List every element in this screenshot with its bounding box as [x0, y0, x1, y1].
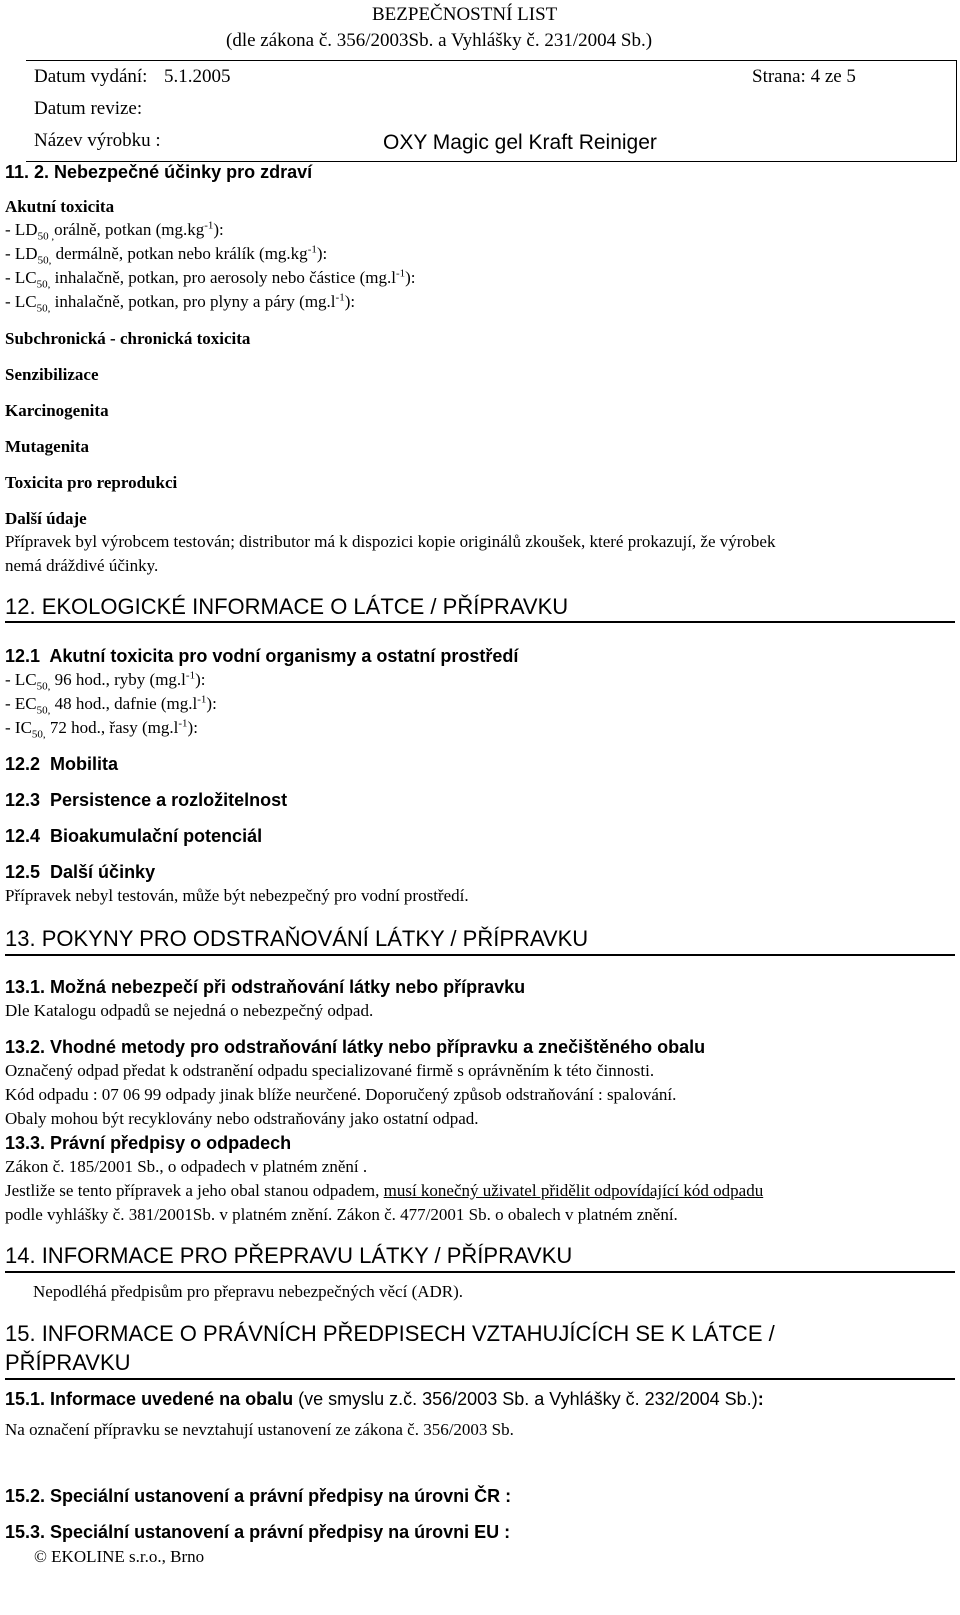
- s15-1-text: Na označení přípravku se nevztahují ustanovení ze zákona č. 356/2003 Sb.: [5, 1420, 514, 1439]
- ld50-oral-sub: 50 ,: [37, 230, 55, 243]
- s12-1-heading: 12.1 Akutní toxicita pro vodní organismy a ostatní prostředí: [5, 646, 519, 666]
- s15-3-heading: 15.3. Speciální ustanovení a právní předpisy na úrovni EU :: [5, 1522, 511, 1542]
- issue-date: 5.1.2005: [164, 66, 231, 87]
- lc50-fish-text: 96 hod., ryby (mg.l: [50, 670, 186, 689]
- lc50-aerosol-sub: 50,: [36, 278, 51, 291]
- reproduction-toxicity-label: Toxicita pro reprodukci: [5, 473, 178, 492]
- lc50-gas-pre: - LC: [5, 292, 37, 311]
- s12-2-heading: 12.2 Mobilita: [5, 754, 119, 774]
- lc50-fish-post: ):: [195, 670, 206, 689]
- s12-4-heading: 12.4 Bioakumulační potenciál: [5, 826, 263, 846]
- ld50-oral-text: orálně, potkan (mg.kg: [54, 220, 205, 239]
- s15-heading-line-2: PŘÍPRAVKU: [5, 1350, 131, 1375]
- doc-subtitle: (dle zákona č. 356/2003Sb. a Vyhlášky č. 231/2004 Sb.): [226, 30, 653, 51]
- ld50-oral-pre: - LD: [5, 220, 38, 239]
- s15-1-heading-colon: :: [757, 1389, 764, 1409]
- lc50-aerosol-pre: - LC: [5, 268, 37, 287]
- product-name-label: Název výrobku :: [34, 130, 161, 151]
- product-name: OXY Magic gel Kraft Reiniger: [383, 131, 657, 154]
- lc50-fish: [5, 669, 206, 693]
- ld50-oral-post: ):: [213, 220, 224, 239]
- s12-heading: 12. EKOLOGICKÉ INFORMACE O LÁTCE / PŘÍPRAVKU: [5, 594, 569, 619]
- lc50-aerosol-post: ):: [405, 268, 416, 287]
- s15-1-heading: [5, 1389, 764, 1411]
- ld50-oral-sup: -1: [204, 219, 214, 232]
- ec50-daphnia-sup: -1: [197, 693, 207, 706]
- s14-rule: [5, 1271, 955, 1273]
- s13-2-heading: 13.2. Vhodné metody pro odstraňování látky nebo přípravku a znečištěného obalu: [5, 1037, 706, 1057]
- lc50-aerosol-text: inhalačně, potkan, pro aerosoly nebo částice (mg.l: [50, 268, 396, 287]
- ic50-algae-post: ):: [187, 718, 198, 737]
- issue-date-label: Datum vydání:: [34, 66, 148, 87]
- ec50-daphnia-sub: 50,: [36, 704, 51, 717]
- s13-rule: [5, 954, 955, 956]
- s13-1-heading: 13.1. Možná nebezpečí při odstraňování látky nebo přípravku: [5, 977, 526, 997]
- s12-3-heading: 12.3 Persistence a rozložitelnost: [5, 790, 288, 810]
- s13-3-text-2-pre: Jestliže se tento přípravek a jeho obal stanou odpadem,: [5, 1181, 384, 1200]
- s13-3-text-2: [5, 1181, 763, 1201]
- ic50-algae-pre: - IC: [5, 718, 32, 737]
- s11-heading: 11. 2. Nebezpečné účinky pro zdraví: [5, 162, 313, 182]
- s12-rule: [5, 621, 955, 623]
- s13-2-text-2: Kód odpadu : 07 06 99 odpady jinak blíže neurčené. Doporučený způsob odstraňování : spalování.: [5, 1085, 677, 1104]
- mutagenicity-label: Mutagenita: [5, 437, 90, 456]
- s13-2-text-3: Obaly mohou být recyklovány nebo odstraňovány jako ostatní odpad.: [5, 1109, 479, 1128]
- s13-2-text-1: Označený odpad předat k odstranění odpadu specializované firmě s oprávněním k této činnosti.: [5, 1061, 655, 1080]
- s13-1-text: Dle Katalogu odpadů se nejedná o nebezpečný odpad.: [5, 1001, 374, 1020]
- s13-3-text-2-underlined: musí konečný uživatel přidělit odpovídající kód odpadu: [383, 1181, 764, 1200]
- lc50-fish-sub: 50,: [36, 680, 51, 693]
- ic50-algae-sup: -1: [178, 717, 188, 730]
- doc-title: BEZPEČNOSTNÍ LIST: [372, 4, 558, 25]
- footer-copyright: © EKOLINE s.r.o., Brno: [34, 1547, 205, 1566]
- lc50-aerosol-sup: -1: [395, 267, 406, 280]
- other-data-label: Další údaje: [5, 509, 87, 528]
- s14-text: Nepodléhá předpisům pro přepravu nebezpečných věcí (ADR).: [33, 1282, 464, 1301]
- s12-5-text: Přípravek nebyl testován, může být nebezpečný pro vodní prostředí.: [5, 886, 469, 905]
- lc50-gas-post: ):: [344, 292, 356, 311]
- page-number: Strana: 4 ze 5: [752, 66, 856, 87]
- s15-2-heading: 15.2. Speciální ustanovení a právní předpisy na úrovni ČR :: [5, 1486, 512, 1506]
- ld50-dermal-post: ):: [316, 244, 328, 263]
- lc50-fish-pre: - LC: [5, 670, 37, 689]
- s13-heading: 13. POKYNY PRO ODSTRAŇOVÁNÍ LÁTKY / PŘÍPRAVKU: [5, 926, 589, 951]
- acute-toxicity-label: Akutní toxicita: [5, 197, 115, 216]
- ec50-daphnia-text: 48 hod., dafnie (mg.l: [50, 694, 198, 713]
- lc50-gas-sub: 50,: [36, 302, 51, 315]
- s15-heading-line-1: 15. INFORMACE O PRÁVNÍCH PŘEDPISECH VZTAHUJÍCÍCH SE K LÁTCE /: [5, 1321, 775, 1346]
- ec50-daphnia: [5, 693, 217, 717]
- ic50-algae: [5, 717, 198, 741]
- carcinogenicity-label: Karcinogenita: [5, 401, 109, 420]
- revision-date-label: Datum revize:: [34, 98, 143, 119]
- other-data-text-2: nemá dráždivé účinky.: [5, 556, 159, 575]
- s13-3-heading: 13.3. Právní předpisy o odpadech: [5, 1133, 292, 1153]
- s15-1-heading-normal: (ve smyslu z.č. 356/2003 Sb. a Vyhlášky č. 232/2004 Sb.): [293, 1389, 758, 1409]
- lc50-gas-sup: -1: [335, 291, 345, 304]
- lc50-gas: [5, 291, 356, 315]
- sensitization-label: Senzibilizace: [5, 365, 99, 384]
- other-data-text-1: Přípravek byl výrobcem testován; distributor má k dispozici kopie originálů zkoušek, které prokazují, že výrobek: [5, 532, 776, 551]
- ic50-algae-text: 72 hod., řasy (mg.l: [45, 718, 179, 737]
- ec50-daphnia-post: ):: [206, 694, 217, 713]
- ld50-dermal: [5, 243, 328, 267]
- lc50-aerosol: [5, 267, 416, 291]
- subchronic-label: Subchronická - chronická toxicita: [5, 329, 251, 348]
- ld50-dermal-text: dermálně, potkan nebo králík (mg.kg: [51, 244, 308, 263]
- ld50-dermal-sub: 50,: [37, 254, 52, 267]
- lc50-fish-sup: -1: [185, 669, 196, 682]
- ld50-dermal-pre: - LD: [5, 244, 38, 263]
- s13-3-text-3: podle vyhlášky č. 381/2001Sb. v platném znění. Zákon č. 477/2001 Sb. o obalech v platném znění.: [5, 1205, 678, 1224]
- ec50-daphnia-pre: - EC: [5, 694, 37, 713]
- s12-5-heading: 12.5 Další účinky: [5, 862, 156, 882]
- s15-rule: [5, 1378, 955, 1380]
- ld50-dermal-sup: -1: [307, 243, 317, 256]
- ic50-algae-sub: 50,: [31, 728, 46, 741]
- ld50-oral: [5, 219, 224, 243]
- lc50-gas-text: inhalačně, potkan, pro plyny a páry (mg.l: [50, 292, 336, 311]
- s13-3-text-1: Zákon č. 185/2001 Sb., o odpadech v platném znění .: [5, 1157, 368, 1176]
- s14-heading: 14. INFORMACE PRO PŘEPRAVU LÁTKY / PŘÍPRAVKU: [5, 1243, 573, 1268]
- s15-1-heading-bold: 15.1. Informace uvedené na obalu: [5, 1389, 294, 1409]
